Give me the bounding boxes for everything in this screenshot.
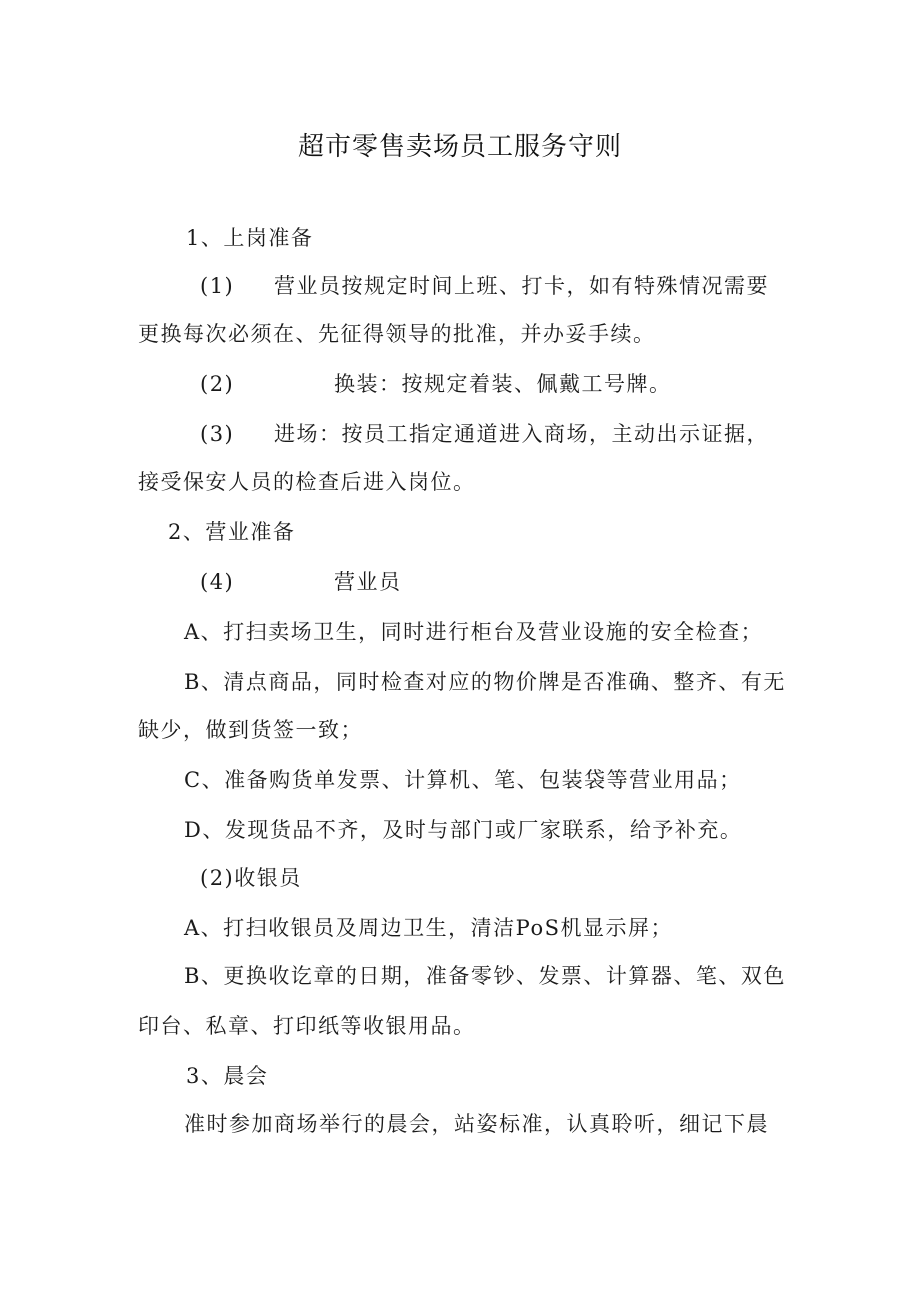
item-1-number: (1) [200, 274, 235, 298]
sales-task-c: C、准备购货单发票、计算机、笔、包装袋等营业用品； [184, 768, 742, 792]
cashier-task-b-line-2: 印台、私章、打印纸等收银用品。 [138, 1014, 476, 1038]
section-3-line-1: 准时参加商场举行的晨会，站姿标准，认真聆听，细记下晨 [184, 1112, 769, 1136]
cashier-task-b-line-1: B、更换收讫章的日期，准备零钞、发票、计算器、笔、双色 [184, 964, 786, 988]
sales-task-a: A、打扫卖场卫生，同时进行柜台及营业设施的安全检查； [184, 620, 764, 644]
section-2-heading: 2、营业准备 [168, 520, 296, 544]
item-2-text: 换装：按规定着装、佩戴工号牌。 [334, 372, 672, 396]
item-2-number: (2) [200, 372, 235, 396]
item-1-line-2: 更换每次必须在、先征得领导的批准，并办妥手续。 [138, 322, 656, 346]
item-4-number: (4) [200, 570, 235, 594]
sales-task-b-line-1: B、清点商品，同时检查对应的物价牌是否准确、整齐、有无 [184, 670, 786, 694]
sales-task-d: D、发现货品不齐，及时与部门或厂家联系，给予补充。 [184, 818, 743, 842]
sales-task-b-line-2: 缺少，做到货签一致； [138, 718, 363, 742]
item-1-line-1: 营业员按规定时间上班、打卡，如有特殊情况需要 [274, 274, 769, 298]
section-3-heading: 3、晨会 [186, 1064, 269, 1088]
section-1-heading: 1、上岗准备 [186, 226, 314, 250]
page-title: 超市零售卖场员工服务守则 [297, 132, 622, 162]
item-3-number: (3) [200, 422, 235, 446]
item-4-text: 营业员 [334, 570, 402, 594]
item-3-line-2: 接受保安人员的检查后进入岗位。 [138, 470, 476, 494]
cashier-heading: (2)收银员 [200, 866, 302, 890]
item-3-line-1: 进场：按员工指定通道进入商场，主动出示证据， [274, 422, 769, 446]
cashier-task-a: A、打扫收银员及周边卫生，清洁PoS机显示屏； [184, 916, 673, 940]
